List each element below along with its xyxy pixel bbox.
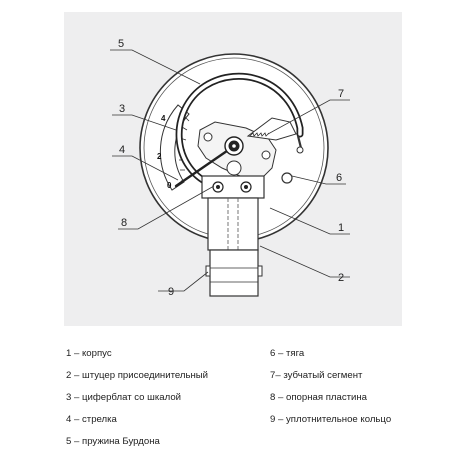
scale-label-0: 0 xyxy=(167,181,172,190)
legend-item-9: 9 – уплотнительное кольцо xyxy=(270,414,392,425)
scale-label-2: 2 xyxy=(157,152,162,161)
legend-item-4: 4 – стрелка xyxy=(66,414,117,425)
legend-item-3: 3 – циферблат со шкалой xyxy=(66,392,182,403)
pinion-center xyxy=(232,144,236,148)
connection-stem xyxy=(208,198,258,250)
callout-2: 2 xyxy=(338,272,345,284)
scale-label-4: 4 xyxy=(161,114,166,123)
sealing-ring-left xyxy=(206,266,210,276)
callout-1: 1 xyxy=(338,222,345,234)
callout-3: 3 xyxy=(119,103,126,115)
callout-8: 8 xyxy=(121,217,128,229)
link-pivot xyxy=(282,173,292,183)
legend-item-6: 6 – тяга xyxy=(270,348,305,359)
plate-hole xyxy=(227,161,241,175)
plate-screw-left xyxy=(204,133,212,141)
callout-5: 5 xyxy=(118,38,125,50)
plate-screw-right xyxy=(262,151,270,159)
stem-hex xyxy=(210,250,258,296)
legend-item-1: 1 – корпус xyxy=(66,348,112,359)
callout-7: 7 xyxy=(338,88,345,100)
sealing-ring-right xyxy=(258,266,262,276)
support-plate xyxy=(202,176,264,198)
legend-item-8: 8 – опорная пластина xyxy=(270,392,368,403)
legend-item-7: 7– зубчатый сегмент xyxy=(270,370,363,381)
link-joint xyxy=(297,147,303,153)
callout-6: 6 xyxy=(336,172,343,184)
legend-item-5: 5 – пружина Бурдона xyxy=(66,436,160,447)
callout-9: 9 xyxy=(168,286,175,298)
callout-4: 4 xyxy=(119,144,126,156)
legend-item-2: 2 – штуцер присоединительный xyxy=(66,370,209,381)
